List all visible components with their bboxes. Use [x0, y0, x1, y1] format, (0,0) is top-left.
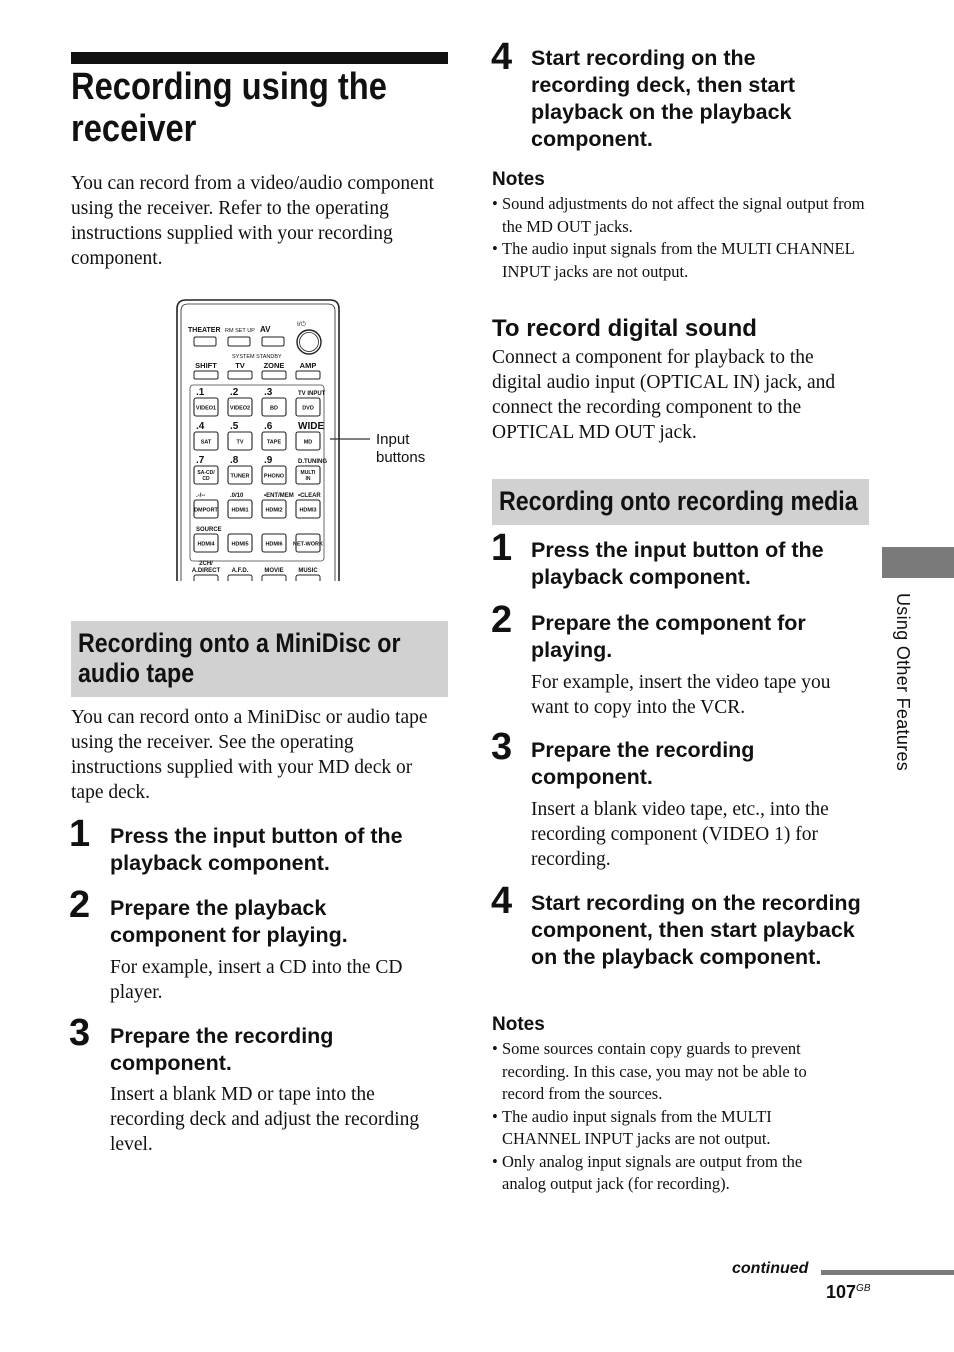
digit-label: .2: [230, 387, 239, 398]
note-item: • The audio input signals from the MULTI CHANNEL INPUT jacks are not output.: [492, 1106, 847, 1151]
step-body: Insert a blank video tape, etc., into the recording component (VIDEO 1) for recording.: [531, 799, 829, 870]
bottom-button: [194, 575, 218, 581]
step-heading: Prepare the recording component.: [110, 1024, 334, 1075]
step-heading: Prepare the recording component.: [531, 738, 755, 789]
minidisc-intro: You can record onto a MiniDisc or audio tape using the receiver. See the operating instructions supplied with your MD deck or tape deck.: [71, 707, 428, 803]
input-key-label: IN: [305, 476, 311, 482]
step-number: 4: [491, 880, 513, 922]
note-item: • Only analog input signals are output from the analog output jack (for recording).: [492, 1151, 847, 1196]
power-label: I/⏻: [297, 321, 306, 328]
digit-label: •ENT/MEM: [264, 493, 294, 499]
input-key-label: TV: [236, 439, 244, 446]
mode-button: [194, 371, 218, 379]
page-number-suffix: GB: [856, 1283, 871, 1294]
bottom-label: A.F.D.: [231, 568, 249, 574]
input-key-label: PHONO: [263, 473, 285, 480]
input-key-label: HDMI5: [231, 541, 249, 548]
digit-label: .1: [196, 387, 205, 398]
digit-label: .0/10: [230, 493, 244, 499]
title-rule: [71, 52, 448, 64]
input-key-label: SA-CD/: [197, 470, 215, 476]
callout-label: [376, 431, 425, 467]
av-power-button: [262, 337, 284, 346]
bottom-button: [262, 575, 286, 581]
theater-button: [194, 337, 216, 346]
callout-label-line1: Input: [376, 431, 410, 448]
input-key-label: BD: [270, 405, 278, 412]
mode-label: SHIFT: [195, 361, 217, 370]
page-number-value: 107: [826, 1282, 857, 1302]
digit-label: .3: [264, 387, 273, 398]
digit-label: TV INPUT: [298, 391, 326, 397]
step-heading: Press the input button of the playback component.: [110, 824, 403, 875]
step-body: For example, insert the video tape you want to copy into the VCR.: [531, 672, 831, 718]
notes-heading: Notes: [492, 169, 545, 190]
digital-sound-body: Connect a component for playback to the digital audio input (OPTICAL IN) jack, and connect the recording component to the OPTICAL MD OUT jack.: [492, 347, 836, 443]
mode-label: ZONE: [263, 361, 285, 370]
step-number: 3: [69, 1012, 91, 1054]
step-number: 1: [491, 527, 513, 569]
callout-line: [330, 430, 372, 450]
mode-button: [296, 371, 320, 379]
bottom-button: [228, 575, 252, 581]
step-number: 2: [491, 599, 513, 641]
rm-setup-button: [228, 337, 250, 346]
remote-control-figure: [176, 299, 340, 581]
step-body: For example, insert a CD into the CD player.: [110, 957, 403, 1003]
section-heading-minidisc: [71, 621, 448, 697]
continued-bar: [821, 1270, 954, 1275]
input-key-label: HDMI4: [197, 541, 215, 548]
bottom-button: [296, 575, 320, 581]
note-item: • The audio input signals from the MULTI CHANNEL INPUT jacks are not output.: [492, 238, 872, 283]
input-key-label: NET-WORK: [293, 541, 323, 548]
digital-sound-heading: To record digital sound: [492, 315, 757, 342]
input-key-label: SAT: [200, 439, 212, 446]
mode-button: [228, 371, 252, 379]
intro-paragraph: You can record from a video/audio component using the receiver. Refer to the operating instructions supplied with your recording component.: [71, 173, 435, 269]
digit-label: •CLEAR: [298, 493, 321, 499]
section-heading-media: [492, 479, 869, 525]
notes-heading: Notes: [492, 1014, 545, 1035]
input-key-label: HDMI6: [265, 541, 283, 548]
system-standby-label: SYSTEM STANDBY: [232, 354, 282, 360]
bottom-label: 2CH/: [199, 561, 213, 567]
mode-button: [262, 371, 286, 379]
bottom-label: MUSIC: [298, 568, 318, 574]
callout-label-line2: buttons: [376, 449, 426, 466]
bottom-label: MOVIE: [264, 568, 284, 574]
digit-label: .8: [230, 455, 239, 466]
input-key-label: CD: [202, 476, 210, 482]
step-number: 4: [491, 36, 513, 78]
continued-label: continued: [732, 1260, 809, 1277]
step-number: 2: [69, 884, 91, 926]
step-heading: Start recording on the recording component, then start playback on the playback component.: [531, 891, 861, 969]
step-heading: Press the input button of the playback component.: [531, 538, 824, 589]
digit-label: .6: [264, 421, 273, 432]
digit-label: .-/--: [196, 493, 206, 499]
page-title: Recording using the receiver: [71, 66, 387, 150]
bottom-label: A.DIRECT: [191, 568, 221, 574]
step-number: 1: [69, 813, 91, 855]
step-heading: Prepare the playback component for playing.: [110, 896, 348, 947]
mode-label: AMP: [299, 361, 317, 370]
digit-label: .7: [196, 455, 205, 466]
av-label: AV: [260, 325, 271, 334]
input-key-label: HDMI3: [299, 507, 317, 514]
notes-list: [492, 193, 872, 283]
notes-list: [492, 1038, 847, 1196]
step-heading: Start recording on the recording deck, then start playback on the playback component.: [531, 46, 796, 151]
digit-label: SOURCE: [196, 527, 222, 533]
input-key-label: HDMI2: [265, 507, 283, 514]
side-tab-label: Using Other Features: [893, 593, 913, 772]
input-key-label: DMPORT: [194, 507, 218, 514]
input-key-label: TAPE: [266, 439, 282, 446]
note-item: • Some sources contain copy guards to prevent recording. In this case, you may not be able to record from the sources.: [492, 1038, 847, 1106]
theater-label: THEATER: [188, 327, 221, 334]
note-item: • Sound adjustments do not affect the signal output from the MD OUT jacks.: [492, 193, 872, 238]
mode-label: TV: [235, 361, 245, 370]
rm-setup-label: RM SET UP: [225, 328, 255, 334]
input-key-label: VIDEO2: [229, 405, 251, 412]
digit-label: .5: [230, 421, 239, 432]
remote-control-illustration: [176, 299, 340, 581]
input-key-label: TUNER: [230, 473, 250, 480]
digit-label: D.TUNING: [298, 459, 327, 465]
input-key-label: HDMI1: [231, 507, 249, 514]
power-button: [297, 330, 321, 354]
input-key-label: DVD: [302, 405, 314, 412]
digit-label: .9: [264, 455, 273, 466]
digit-label: WIDE: [298, 421, 325, 432]
side-tab-marker: [882, 547, 954, 578]
digit-label: .4: [196, 421, 205, 432]
section-heading-line1: Recording onto a MiniDisc or: [78, 628, 401, 658]
section-heading-text: Recording onto recording media: [499, 486, 858, 516]
input-key-label: MD: [303, 439, 313, 446]
section-heading-line2: audio tape: [78, 658, 195, 688]
input-key-label: VIDEO1: [195, 405, 217, 412]
page-number: [826, 1282, 871, 1303]
step-body: Insert a blank MD or tape into the recording deck and adjust the recording level.: [110, 1084, 420, 1155]
input-key-label: MULTI: [300, 470, 316, 476]
step-heading: Prepare the component for playing.: [531, 611, 806, 662]
step-number: 3: [491, 726, 513, 768]
